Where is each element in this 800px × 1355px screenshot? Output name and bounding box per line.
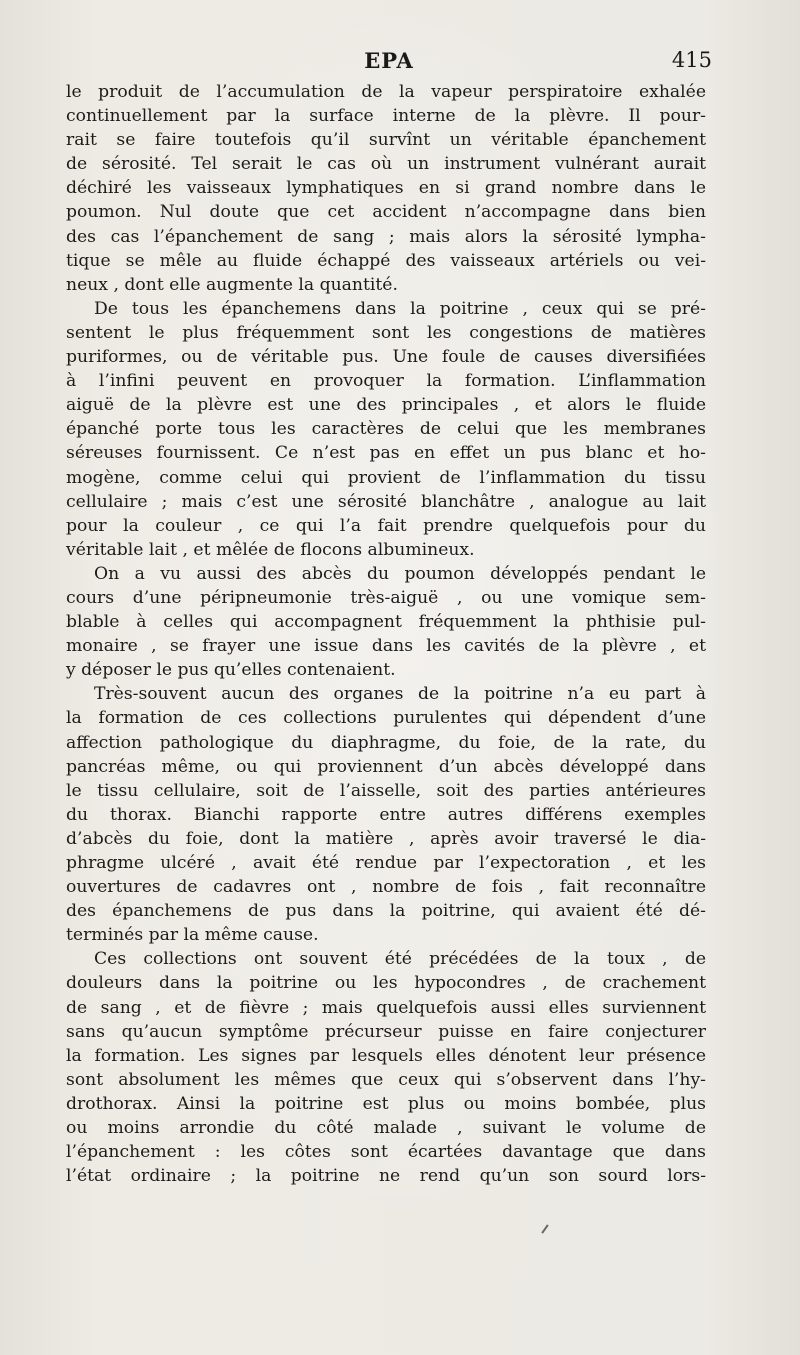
text-line: Ces collections ont souvent été précédées de la toux , de [94,949,706,970]
text-line: la formation de ces collections purulentes qui dépendent d’une [66,708,706,729]
text-line: de sang , et de fièvre ; mais quelquefois aussi elles surviennent [66,997,706,1018]
text-line: cellulaire ; mais c’est une sérosité blanchâtre , analogue au lait [66,491,706,512]
body-text [66,80,706,1188]
text-line: l’épanchement : les côtes sont écartées davantage que dans [66,1142,706,1163]
text-line: d’abcès du foie, dont la matière , après avoir traversé le dia- [66,828,706,849]
text-line: rait se faire toutefois qu’il survînt un véritable épanchement [66,130,706,151]
running-head-title: EPA [364,48,414,73]
text-line: neux , dont elle augmente la quantité. [66,274,398,295]
text-line: sentent le plus fréquemment sont les congestions de matières [66,322,706,343]
text-line: poumon. Nul doute que cet accident n’accompagne dans bien [66,202,706,223]
running-head [66,48,712,78]
text-line: sont absolument les mêmes que ceux qui s’observent dans l’hy- [66,1069,706,1090]
text-line: puriformes, ou de véritable pus. Une foule de causes diversifiées [66,347,706,368]
text-line: des cas l’épanchement de sang ; mais alors la sérosité lympha- [66,226,706,247]
text-line: mogène, comme celui qui provient de l’inflammation du tissu [66,467,706,488]
text-line: blable à celles qui accompagnent fréquemment la phthisie pul- [66,612,706,633]
text-line: affection pathologique du diaphragme, du foie, de la rate, du [66,732,706,753]
text-line: ouvertures de cadavres ont , nombre de fois , fait reconnaître [66,877,706,898]
text-line: phragme ulcéré , avait été rendue par l’expectoration , et les [66,853,706,873]
text-line: pancréas même, ou qui proviennent d’un abcès développé dans [66,756,706,777]
text-line: pour la couleur , ce qui l’a fait prendre quelquefois pour du [66,515,706,536]
text-line: le produit de l’accumulation de la vapeur perspiratoire exhalée [66,82,706,102]
text-line: épanché porte tous les caractères de celui que les membranes [66,419,706,440]
text-line: des épanchemens de pus dans la poitrine, qui avaient été dé- [66,901,706,922]
text-line: de sérosité. Tel serait le cas où un instrument vulnérant aurait [66,154,706,175]
text-line: la formation. Les signes par lesquels elles dénotent leur présence [66,1045,706,1066]
text-line: continuellement par la surface interne de la plèvre. Il pour- [66,106,706,127]
text-line: monaire , se frayer une issue dans les cavités de la plèvre , et [66,636,706,657]
text-line: aiguë de la plèvre est une des principales , et alors le fluide [66,395,706,416]
text-line: déchiré les vaisseaux lymphatiques en si grand nombre dans le [66,178,706,199]
text-line: Très-souvent aucun des organes de la poitrine n’a eu part à [94,684,706,705]
text-line: sans qu’aucun symptôme précurseur puisse en faire conjecturer [66,1021,706,1042]
text-line: ou moins arrondie du côté malade , suivant le volume de [66,1118,706,1139]
text-line: cours d’une péripneumonie très-aiguë , ou une vomique sem- [66,587,706,608]
text-line: à l’infini peuvent en provoquer la formation. L’inflammation [66,371,706,392]
text-line: On a vu aussi des abcès du poumon développés pendant le [94,563,706,584]
text-line: douleurs dans la poitrine ou les hypocondres , de crachement [66,973,706,994]
text-line: y déposer le pus qu’elles contenaient. [66,660,396,681]
text-line: drothorax. Ainsi la poitrine est plus ou moins bombée, plus [66,1093,706,1114]
text-line: véritable lait , et mêlée de flocons albumineux. [66,539,475,560]
text-line: du thorax. Bianchi rapporte entre autres différens exemples [66,804,706,825]
page-number: 415 [671,48,712,72]
text-line: séreuses fournissent. Ce n’est pas en effet un pus blanc et ho- [66,443,706,464]
text-line: le tissu cellulaire, soit de l’aisselle, soit des parties antérieures [66,780,706,801]
ink-mark [541,1224,548,1233]
text-line: tique se mêle au fluide échappé des vaisseaux artériels ou vei- [66,250,706,271]
text-line: terminés par la même cause. [66,925,319,946]
text-line: l’état ordinaire ; la poitrine ne rend qu’un son sourd lors- [66,1166,706,1187]
text-line: De tous les épanchemens dans la poitrine , ceux qui se pré- [94,298,706,319]
